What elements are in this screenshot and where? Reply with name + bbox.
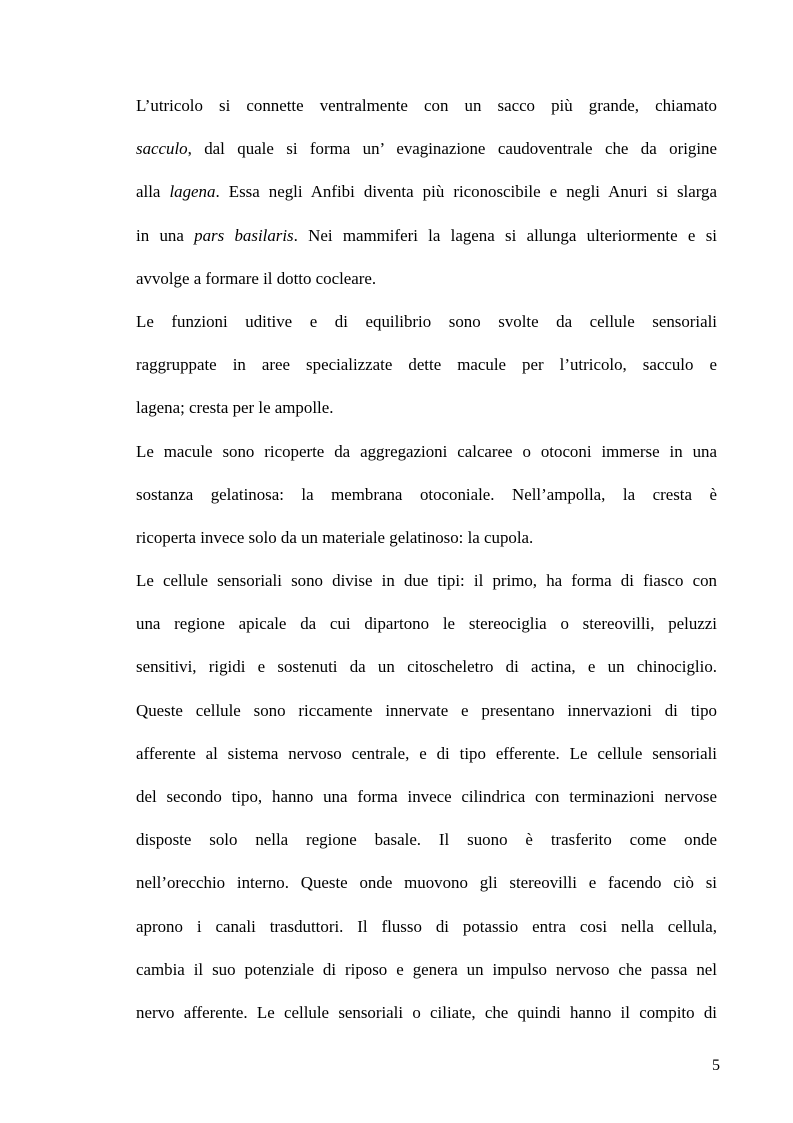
text-line bbox=[136, 783, 717, 826]
paragraph bbox=[136, 92, 717, 308]
text-segment: in una bbox=[136, 225, 195, 245]
text-line bbox=[136, 913, 717, 956]
text-segment: , dal quale si forma un’ evaginazione caudoventrale che da origine bbox=[187, 139, 717, 159]
text-line bbox=[136, 869, 717, 912]
text-segment: raggruppate in aree specializzate dette macule per l’utricolo, sacculo e bbox=[136, 355, 717, 375]
text-line bbox=[136, 481, 717, 524]
text-segment: L’utricolo si connette ventralmente con un sacco più grande, chiamato bbox=[136, 96, 717, 115]
text-segment: aprono i canali trasduttori. Il flusso di potassio entra cosi nella cellula, bbox=[136, 916, 717, 936]
body-text bbox=[136, 92, 717, 1042]
text-segment: alla bbox=[136, 182, 170, 202]
text-segment: disposte solo nella regione basale. Il suono è trasferito come onde bbox=[136, 830, 717, 850]
text-line bbox=[136, 308, 717, 351]
paragraph bbox=[136, 567, 717, 1042]
text-line bbox=[136, 265, 717, 308]
text-segment: del secondo tipo, hanno una forma invece cilindrica con terminazioni nervose bbox=[136, 787, 717, 806]
text-segment: Le macule sono ricoperte da aggregazioni calcaree o otoconi immerse in una bbox=[136, 441, 717, 461]
page-number: 5 bbox=[712, 1057, 720, 1074]
text-line bbox=[136, 653, 717, 696]
text-segment: nervo afferente. Le cellule sensoriali o ciliate, che quindi hanno il compito di bbox=[136, 1002, 717, 1022]
text-line bbox=[136, 610, 717, 653]
italic-term: lagena bbox=[169, 182, 216, 202]
text-segment: avvolge a formare il dotto cocleare. bbox=[136, 268, 377, 288]
text-segment: afferente al sistema nervoso centrale, e di tipo efferente. Le cellule sensoriali bbox=[136, 743, 717, 763]
text-segment: Le funzioni uditive e di equilibrio sono svolte da cellule sensoriali bbox=[136, 311, 717, 331]
text-line bbox=[136, 697, 717, 740]
italic-term: pars basilaris bbox=[194, 225, 294, 245]
text-segment: lagena; cresta per le ampolle. bbox=[136, 398, 334, 418]
text-line bbox=[136, 956, 717, 999]
paragraph bbox=[136, 438, 717, 568]
text-segment: ricoperta invece solo da un materiale gelatinoso: la cupola. bbox=[136, 527, 534, 547]
text-segment: Queste cellule sono riccamente innervate e presentano innervazioni di tipo bbox=[136, 700, 717, 720]
text-line bbox=[136, 999, 717, 1042]
italic-term: sacculo bbox=[136, 139, 188, 159]
text-segment: sostanza gelatinosa: la membrana otoconiale. Nell’ampolla, la cresta è bbox=[136, 484, 717, 504]
text-line bbox=[136, 438, 717, 481]
text-segment: una regione apicale da cui dipartono le stereociglia o stereovilli, peluzzi bbox=[136, 614, 717, 634]
text-line bbox=[136, 178, 717, 221]
text-line bbox=[136, 826, 717, 869]
paragraph bbox=[136, 308, 717, 438]
text-line bbox=[136, 394, 717, 437]
text-line bbox=[136, 524, 717, 567]
text-segment: sensitivi, rigidi e sostenuti da un citoscheletro di actina, e un chinociglio. bbox=[136, 657, 717, 677]
text-segment: nell’orecchio interno. Queste onde muovono gli stereovilli e facendo ciò si bbox=[136, 873, 717, 893]
text-line bbox=[136, 740, 717, 783]
text-segment: . Essa negli Anfibi diventa più riconoscibile e negli Anuri si slarga bbox=[215, 182, 717, 202]
text-line bbox=[136, 92, 717, 135]
text-segment: . Nei mammiferi la lagena si allunga ulteriormente e si bbox=[293, 225, 717, 245]
text-segment: cambia il suo potenziale di riposo e genera un impulso nervoso che passa nel bbox=[136, 959, 717, 979]
text-line bbox=[136, 222, 717, 265]
text-line bbox=[136, 567, 717, 610]
text-segment: Le cellule sensoriali sono divise in due tipi: il primo, ha forma di fiasco con bbox=[136, 571, 717, 591]
text-line bbox=[136, 135, 717, 178]
text-line bbox=[136, 351, 717, 394]
